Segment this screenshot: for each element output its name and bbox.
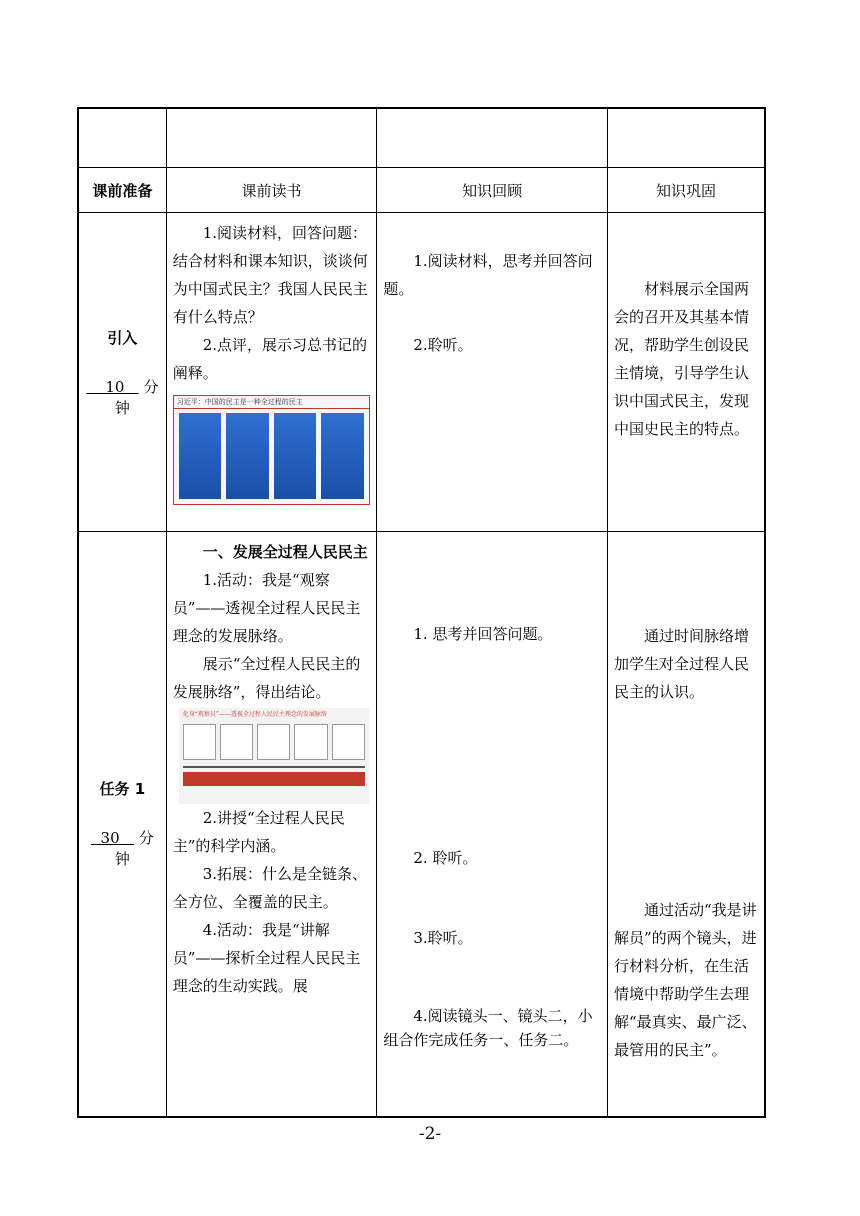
teacher-activity-cell	[166, 213, 377, 532]
student-text: 3.聆听。	[413, 929, 473, 947]
table-row-task1	[78, 532, 765, 1117]
design-intent-cell	[608, 532, 765, 1117]
xi-quote-image	[173, 395, 370, 505]
teacher-text: 4.活动：我是“讲解员”——探析全过程人民民主理念的生动实践。展	[172, 921, 361, 995]
intent-text: 通过活动“我是讲解员”的两个镜头，进行材料分析，在生活情境中帮助学生去理解“最真实、最广泛、最管用的民主”。	[614, 901, 757, 1059]
header-cell	[78, 108, 166, 168]
student-text: 2. 聆听。	[413, 849, 478, 867]
student-text: 1.阅读材料，思考并回答问题。	[383, 252, 593, 298]
teacher-text: 1.阅读材料，回答问题：结合材料和课本知识，谈谈何为中国式民主？我国人民民主有什么特点？	[172, 224, 368, 326]
page-number: -2-	[418, 1124, 442, 1144]
timeline-image	[179, 708, 369, 804]
image-caption: 习近平：中国的民主是一种全过程的民主	[174, 396, 369, 409]
intent-text: 材料展示全国两会的召开及其基本情况，帮助学生创设民主情境，引导学生认识中国式民主，发现中国史民主的特点。	[614, 280, 750, 438]
phase-heading: 课前准备	[78, 168, 166, 213]
phase-cell	[78, 532, 166, 1117]
phase-cell	[78, 213, 166, 532]
time-label: 10 分	[79, 376, 166, 397]
header-cell	[377, 108, 608, 168]
teacher-text: 3.拓展：什么是全链条、全方位、全覆盖的民主。	[172, 865, 368, 911]
teacher-activity-heading: 课前读书	[166, 168, 377, 213]
time-value: 10	[105, 377, 125, 396]
table-row-intro	[78, 213, 765, 532]
student-activity-heading: 知识回顾	[377, 168, 608, 213]
teacher-activity-cell	[166, 532, 377, 1117]
time-value: 30	[100, 829, 120, 848]
phase-label: 引入	[107, 328, 138, 347]
time-unit: 钟	[114, 850, 130, 869]
design-intent-cell	[608, 213, 765, 532]
lesson-plan-table	[77, 107, 766, 1118]
intent-text: 通过时间脉络增加学生对全过程人民民主的认识。	[614, 627, 750, 701]
table-header-row	[78, 108, 765, 168]
student-activity-cell	[377, 532, 608, 1117]
teacher-text: 2.讲授“全过程人民民主”的科学内涵。	[172, 809, 345, 855]
phase-label: 任务 1	[99, 780, 146, 799]
student-activity-cell	[377, 213, 608, 532]
table-subheader-row	[78, 168, 765, 213]
student-text: 2.聆听。	[413, 336, 473, 354]
design-intent-heading: 知识巩固	[608, 168, 765, 213]
time-label: 30 分	[79, 827, 166, 848]
section-heading: 一、发展全过程人民民主	[202, 543, 368, 561]
student-text: 4.阅读镜头一、镜头二，小组合作完成任务一、任务二。	[383, 1007, 593, 1049]
student-text: 1. 思考并回答问题。	[413, 625, 553, 643]
teacher-text: 展示“全过程人民民主的发展脉络”，得出结论。	[172, 655, 361, 701]
image-title: 化身“观察员”——透视全过程人民民主理念的发展脉络	[182, 711, 327, 718]
teacher-text: 2.点评，展示习总书记的阐释。	[172, 336, 368, 382]
teacher-text: 1.活动：我是“观察员”——透视全过程人民民主理念的发展脉络。	[172, 571, 361, 645]
time-unit: 钟	[114, 398, 130, 417]
header-cell	[166, 108, 377, 168]
header-cell	[608, 108, 765, 168]
